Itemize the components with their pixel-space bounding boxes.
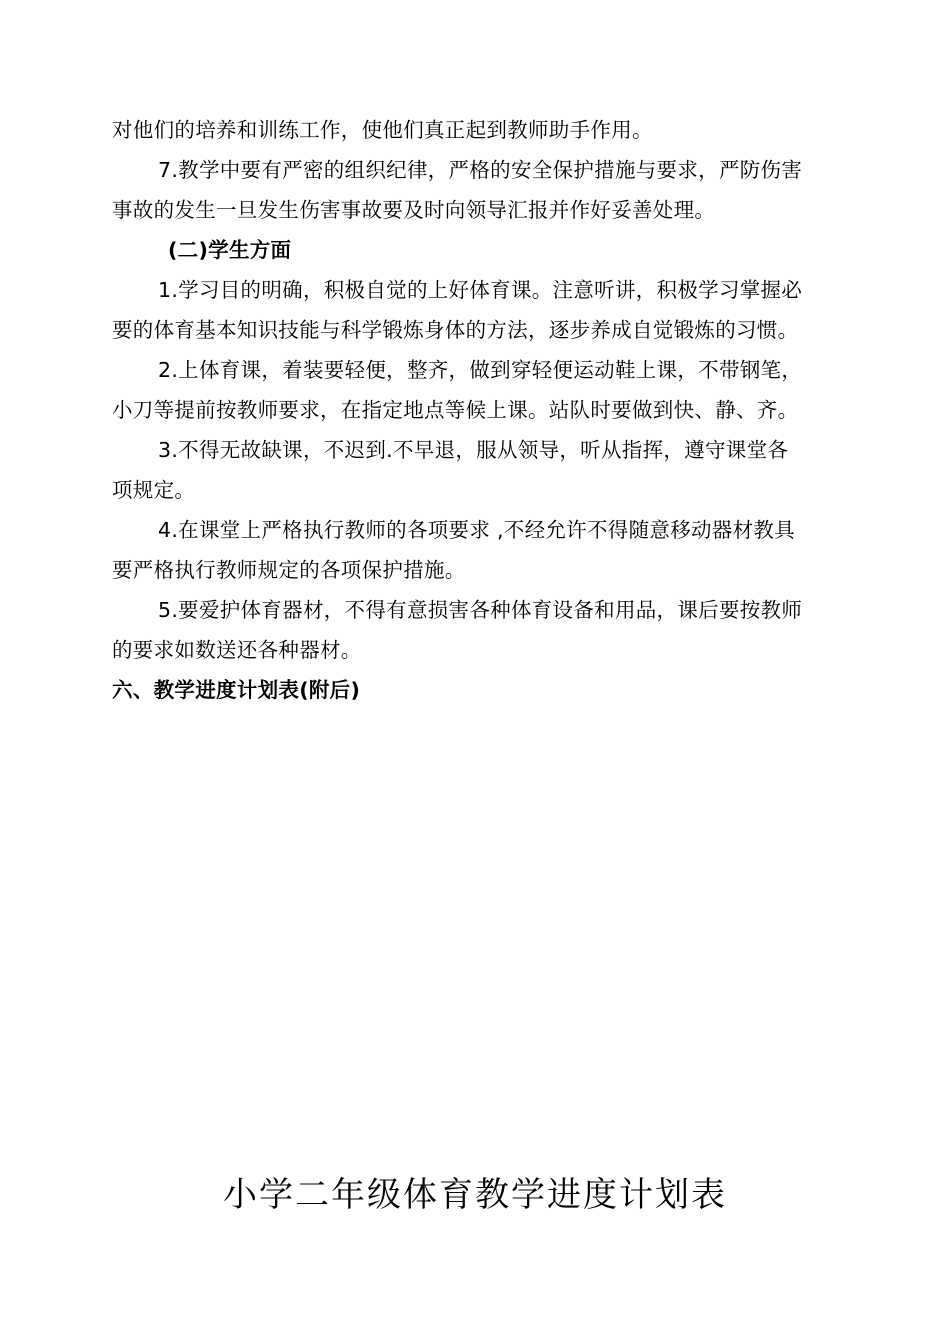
paragraph-line: 7.教学中要有严密的组织纪律，严格的安全保护措施与要求，严防伤害 [158, 158, 803, 182]
paragraph-line: 对他们的培养和训练工作，使他们真正起到教师助手作用。 [112, 118, 653, 142]
paragraph-line: 小刀等提前按教师要求，在指定地点等候上课。站队时要做到快、静、齐。 [112, 398, 799, 422]
paragraph-line: 项规定。 [112, 478, 196, 502]
paragraph-line: 事故的发生一旦发生伤害事故要及时向领导汇报并作好妥善处理。 [112, 198, 716, 222]
paragraph-line: 要的体育基本知识技能与科学锻炼身体的方法，逐步养成自觉锻炼的习惯。 [112, 318, 799, 342]
section-heading-students: (二)学生方面 [168, 238, 292, 262]
paragraph-line: 的要求如数送还各种器材。 [112, 638, 362, 662]
paragraph-line: 2.上体育课，着装要轻便，整齐，做到穿轻便运动鞋上课，不带钢笔， [158, 358, 803, 382]
paragraph-line: 3.不得无故缺课，不迟到.不早退，服从领导，听从指挥，遵守课堂各 [158, 438, 789, 462]
paragraph-line: 要严格执行教师规定的各项保护措施。 [112, 558, 466, 582]
paragraph-line: 1.学习目的明确，积极自觉的上好体育课。注意听讲，积极学习掌握必 [158, 278, 803, 302]
paragraph-line: 4.在课堂上严格执行教师的各项要求 ,不经允许不得随意移动器材教具 [158, 518, 795, 542]
table-title: 小学二年级体育教学进度计划表 [223, 1175, 727, 1215]
section-heading-schedule: 六、教学进度计划表(附后) [112, 678, 361, 702]
paragraph-line: 5.要爱护体育器材，不得有意损害各种体育设备和用品，课后要按教师 [158, 598, 803, 622]
